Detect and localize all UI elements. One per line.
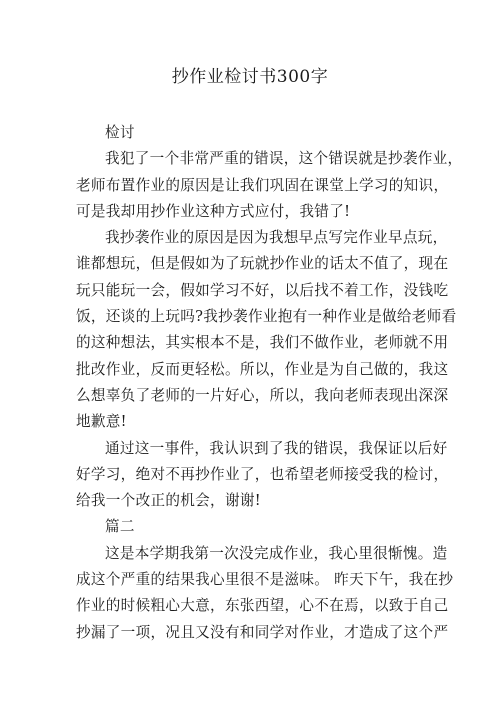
paragraph-line: 成这个严重的结果我心里很不是滋味。 昨天下午，我在抄 <box>76 571 454 589</box>
section-heading: 检讨 <box>105 124 135 141</box>
paragraph-line: 好学习，绝对不再抄作业了，也希望老师接受我的检讨， <box>76 465 449 483</box>
paragraph-line: 给我一个改正的机会，谢谢! <box>76 492 261 510</box>
paragraph-line: 地歉意! <box>76 413 127 431</box>
paragraph-line: 饭，还谈的上玩吗?我抄袭作业抱有一种作业是做给老师看 <box>76 308 457 326</box>
paragraph-line: 我抄袭作业的原因是因为我想早点写完作业早点玩， <box>105 229 448 247</box>
paragraph-line: 老师布置作业的原因是让我们巩固在课堂上学习的知识， <box>76 176 449 194</box>
paragraph-line: 抄漏了一项，况且又没有和同学对作业，才造成了这个严 <box>76 623 449 641</box>
paragraph-line: 可是我却用抄作业这种方式应付，我错了! <box>76 202 351 220</box>
paragraph-line: 作业的时候粗心大意，东张西望，心不在焉，以致于自己 <box>76 597 449 615</box>
paragraph-line: 么想辜负了老师的一片好心，所以，我向老师表现出深深 <box>76 386 449 404</box>
section-heading: 篇二 <box>105 518 135 536</box>
paragraph-line: 我犯了一个非常严重的错误，这个错误就是抄袭作业， <box>105 150 463 168</box>
paragraph-line: 这是本学期我第一次没完成作业，我心里很惭愧。造 <box>105 544 448 562</box>
document-title: 抄作业检讨书300字 <box>171 67 329 87</box>
paragraph-line: 通过这一事件，我认识到了我的错误，我保证以后好 <box>105 439 448 457</box>
paragraph-line: 谁都想玩，但是假如为了玩就抄作业的话太不值了，现在 <box>76 255 449 273</box>
paragraph-line: 玩只能玩一会，假如学习不好，以后找不着工作，没钱吃 <box>76 281 449 299</box>
paragraph-line: 批改作业，反而更轻松。所以，作业是为自己做的，我这 <box>76 360 449 378</box>
document-body <box>76 120 463 646</box>
paragraph-line: 的这种想法，其实根本不是，我们不做作业，老师就不用 <box>76 334 449 352</box>
